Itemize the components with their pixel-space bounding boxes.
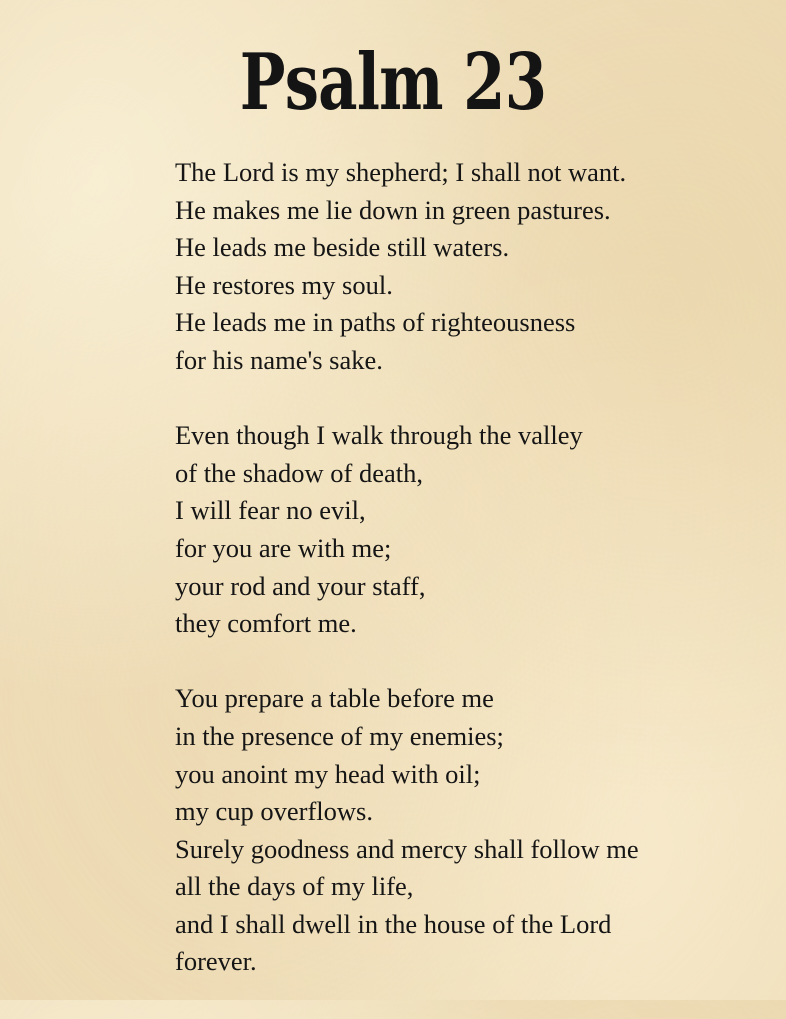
- page-title: Psalm 23: [239, 37, 547, 128]
- poem-line: in the presence of my enemies;: [175, 720, 504, 751]
- poem-line: all the days of my life,: [175, 871, 414, 902]
- poem-line: for his name's sake.: [175, 344, 383, 375]
- poem-line: I will fear no evil,: [175, 495, 366, 526]
- poem-line: Even though I walk through the valley: [175, 420, 583, 451]
- poem-line: of the shadow of death,: [175, 457, 423, 488]
- poem-line: You prepare a table before me: [175, 683, 494, 714]
- poem-line: forever.: [175, 946, 257, 977]
- stanza-1: [175, 154, 775, 380]
- poem-body: [175, 154, 775, 1019]
- poem-line: He leads me in paths of righteousness: [175, 307, 576, 338]
- poem-line: my cup overflows.: [175, 796, 373, 827]
- poem-line: He leads me beside still waters.: [175, 232, 510, 263]
- poem-line: they comfort me.: [175, 608, 357, 639]
- poem-line: Surely goodness and mercy shall follow me: [175, 833, 639, 864]
- poem-line: and I shall dwell in the house of the Lord: [175, 908, 612, 939]
- poem-line: The Lord is my shepherd; I shall not want.: [175, 157, 627, 187]
- poem-line: He restores my soul.: [175, 269, 393, 300]
- poem-line: He makes me lie down in green pastures.: [175, 194, 611, 225]
- poem-line: for you are with me;: [175, 532, 392, 563]
- stanza-3: [175, 680, 775, 981]
- poem-line: your rod and your staff,: [175, 570, 426, 601]
- stanza-2: [175, 417, 775, 643]
- poem-line: you anoint my head with oil;: [175, 758, 481, 789]
